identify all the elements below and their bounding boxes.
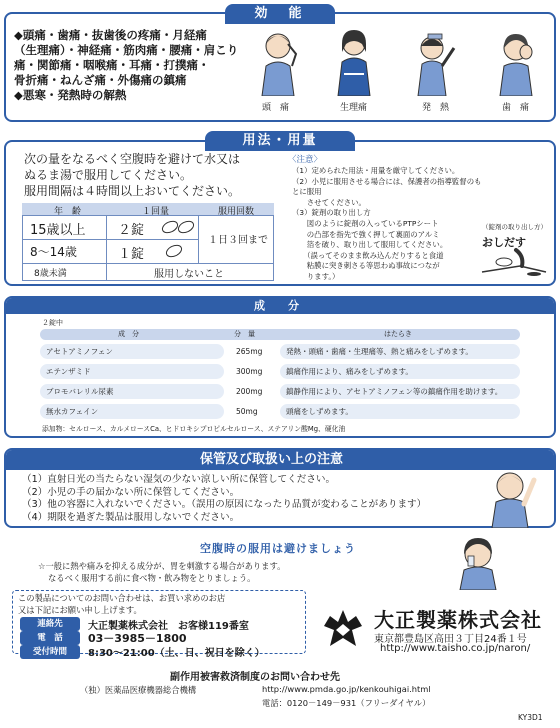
storage-item: （3）他の容器に入れないでください。（誤用の原因になったり品質が変わることがあります） [22,499,427,510]
dosage-row-dose: １錠 [118,247,145,262]
dosage-note-header: 〈注意〉 [288,155,323,165]
storage-item: （2）小児の手の届かない所に保管してください。 [22,486,240,498]
effects-text [14,28,246,103]
dosage-row-age: 8～14歳 [30,245,77,259]
storage-items [22,474,472,524]
dosage-intro [24,151,294,199]
dosage-table [22,203,274,281]
fever-illustration [404,26,468,96]
ingredients-header-bar [40,329,520,340]
dosage-row-dose: ２錠 [118,223,145,238]
ingredient-name: エテンザミド [40,364,224,379]
product-code: KY3D1 [518,713,543,722]
relief-phone: 電話：0120－149－931（フリーダイヤル） [262,698,431,708]
effects-line-5: ◆悪寒・発熱時の解熱 [14,88,127,102]
storage-title: 保管及び取扱い上の注意 [200,452,344,467]
storage-item: （1）直射日光の当たらない湿気の少ない涼しい所に保管してください。 [22,474,336,485]
illustration-label-fever: 発 熱 [422,103,450,113]
ingredient-amount: 300mg [236,367,263,376]
relief-title: 副作用被害救済制度のお問い合わせ先 [170,672,340,683]
company-address: 東京都豊島区高田３丁目24番１号 [374,634,527,645]
effects-title: 効 能 [225,4,335,24]
illustration-label-toothache: 歯 痛 [502,103,530,113]
dosage-frequency: １日３回まで [208,235,268,246]
ptp-sheet-illustration [480,246,550,280]
toothache-illustration [484,26,548,96]
tablet-single-icon [164,241,184,265]
dosage-note-line: 粘膜に突き刺さる等思わぬ事故につなが [292,261,440,271]
effects-line-2: （生理痛）・神経痛・筋肉痛・腰痛・肩こり [14,43,239,57]
dosage-header-dose: １回量 [142,207,170,217]
dosage-note-line: （3）錠剤の取り出し方 [292,208,371,218]
ingredient-effect: 鎮静作用により、アセトアミノフェン等の鎮痛作用を助けます。 [280,384,520,399]
relief-url[interactable]: http://www.pmda.go.jp/kenkouhigai.html [262,684,431,694]
ingredient-effect: 鎮痛作用により、痛みをしずめます。 [280,364,520,379]
ingredient-amount: 50mg [236,407,258,416]
ingredient-amount: 265mg [236,347,263,356]
dosage-header-frequency: 服用回数 [218,207,255,217]
empty-stomach-line-2: なるべく服用する前に食べ物・飲み物をとりましょう。 [48,573,256,583]
effects-line-4: 骨折痛・ねんざ痛・外傷痛の鎮痛 [14,73,187,87]
ingredients-header-name: 成 分 [118,330,139,338]
pill-caption: （錠剤の取り出し方） [482,223,547,231]
contact-intro-2: 又は下記にお願い申し上げます。 [18,605,142,615]
contact-label-hours: 受付時間 [20,645,80,659]
ingredient-name: アセトアミノフェン [40,344,224,359]
dosage-note-line: 図のように錠剤の入っているPTPシート [292,218,439,228]
dosage-intro-2: ぬるま湯で服用してください。 [24,168,193,182]
dosage-header-age: 年 齢 [54,207,82,217]
dosage-intro-3: 服用間隔は４時間以上おいてください。 [24,184,241,198]
tablet-pair-icon [160,217,196,241]
contact-intro-1: この製品についてのお問い合わせは、お買い求めのお店 [18,593,226,603]
pointing-child-illustration [480,462,544,532]
contact-label-phone: 電 話 [20,631,80,645]
dosage-note-line: ります。） [292,271,340,281]
dosage-row-dose: 服用しないこと [154,269,224,280]
dosage-intro-1: 次の量をなるべく空腹時を避けて水又は [24,152,241,166]
dosage-note-line: させてください。 [292,197,366,207]
dosage-note-line: の凸部を指先で強く押して裏面のアルミ [292,229,440,239]
ingredients-additives: 添加物：セルロース、カルメロースCa、ヒドロキシプロピルセルロース、ステアリン酸Mg、硬化油 [42,425,346,433]
eagle-logo [320,606,366,654]
dosage-note-line: （1）定められた用法・用量を厳守してください。 [292,166,460,175]
contact-company: 大正製薬株式会社 お客様119番室 [88,621,249,632]
ingredient-name: 無水カフェイン [40,404,224,419]
illustration-label-headache: 頭 痛 [262,103,290,113]
headache-illustration [248,26,312,96]
ingredients-header-effect: はたらき [384,330,412,338]
contact-hours: 8:30～21:00（土、日、祝日を除く） [88,648,265,659]
company-name: 大正製薬株式会社 [374,608,542,632]
illustration-label-menstrual: 生理痛 [340,103,368,113]
dosage-note-line: （2）小児に服用させる場合には、保護者の指導監督のもとに服用 [292,176,482,197]
dosage-note-line: （誤ってそのまま飲み込んだりすると食道 [292,250,444,260]
dosage-title: 用法・用量 [205,131,355,151]
ingredients-header-amount: 分 量 [234,330,255,338]
dosage-note-line: 箔を破り、取り出して服用してください。 [292,240,448,250]
empty-stomach-title: 空腹時の服用は避けましょう [200,542,356,555]
dosage-notes [292,166,488,283]
contact-label-company: 連絡先 [20,617,80,631]
dosage-row-age: 15歳以上 [30,223,86,238]
ingredient-effect: 頭痛をしずめます。 [280,404,520,419]
effects-line-1: ◆頭痛・歯痛・抜歯後の疼痛・月経痛 [14,28,207,42]
company-url[interactable]: http://www.taisho.co.jp/naron/ [380,643,531,654]
storage-item: （4）期限を過ぎた製品は服用しないでください。 [22,511,240,523]
dosage-row-age: 8歳未満 [34,269,67,279]
empty-stomach-line-1: ☆一般に熱や痛みを抑える成分が、胃を刺激する場合があります。 [38,561,286,571]
ingredient-name: ブロモバレリル尿素 [40,384,224,399]
relief-org: （独）医薬品医療機器総合機構 [80,685,197,695]
ingredient-effect: 発熱・頭痛・歯痛・生理痛等、熱と痛みをしずめます。 [280,344,520,359]
drinking-woman-illustration [450,532,506,594]
ingredient-amount: 200mg [236,387,263,396]
menstrual-pain-illustration [322,26,386,96]
push-label: おしだす [482,236,526,249]
effects-line-3: 痛・関節痛・咽喉痛・耳痛・打撲痛・ [14,58,210,72]
ingredients-title: 成 分 [254,299,305,312]
contact-phone: 03－3985－1800 [88,632,187,645]
ingredients-per: ２錠中 [42,319,63,327]
